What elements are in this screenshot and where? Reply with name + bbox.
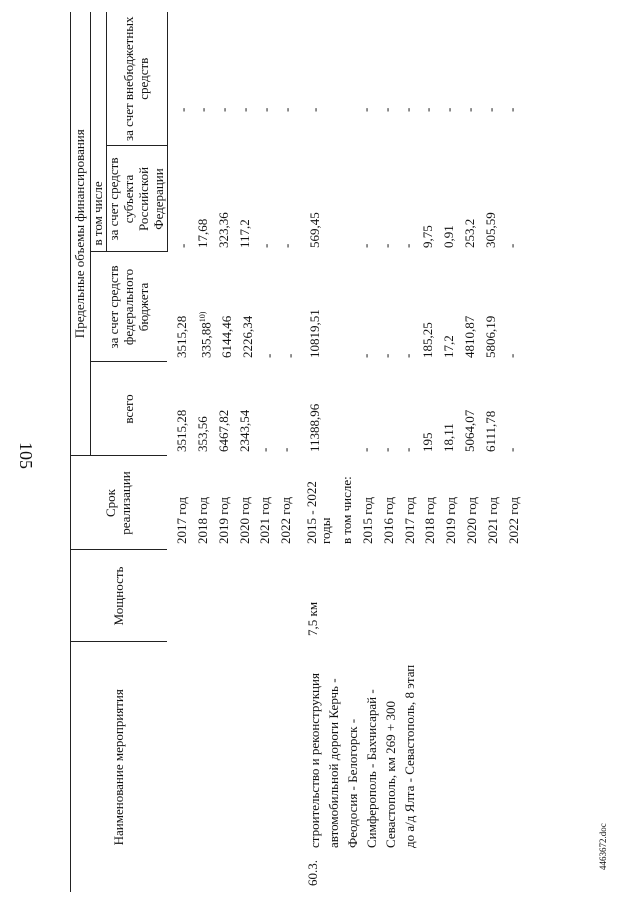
name-line: Симферополь - Бахчисарай -	[364, 689, 380, 848]
year-label: 2017 год	[174, 497, 190, 544]
row-name	[305, 665, 419, 848]
period-line: 2015 - 2022	[304, 481, 320, 544]
header-name: Наименование мероприятия	[71, 642, 168, 892]
year-label: 2015 год	[360, 497, 376, 544]
federal-cell	[167, 252, 300, 362]
subject-value: 0,91	[441, 225, 457, 248]
name-line: строительство и реконструкция	[307, 673, 323, 848]
subject-cell	[300, 146, 556, 252]
total-value: 353,56	[194, 416, 210, 452]
name-line: Севастополь, км 269 + 300	[383, 701, 399, 848]
extra-value: -	[482, 107, 498, 112]
year-label: 2018 год	[194, 497, 210, 544]
subject-value: 117,2	[237, 219, 253, 248]
extra-value: -	[278, 107, 294, 112]
total-cell	[167, 362, 300, 456]
federal-value: 2226,34	[239, 315, 255, 358]
year-label: 2020 год	[464, 497, 480, 544]
subject-cell	[167, 146, 300, 252]
federal-value: -	[260, 353, 276, 358]
extra-cell	[167, 12, 300, 146]
summary-extra: -	[307, 107, 323, 112]
year-label: 2022 год	[505, 497, 521, 544]
header-federal: за счет средств федерального бюджета	[91, 252, 168, 362]
name-line: до а/д Ялта - Севастополь, 8 этап	[402, 664, 418, 848]
extra-value: -	[462, 107, 478, 112]
years-cell	[300, 456, 556, 550]
extra-value: -	[358, 107, 374, 112]
extra-value: -	[237, 107, 253, 112]
federal-value: -	[399, 353, 415, 358]
year-label: 2016 год	[380, 497, 396, 544]
year-label: 2019 год	[215, 497, 231, 544]
extra-value: -	[216, 107, 232, 112]
financing-table	[70, 12, 556, 892]
extra-value: -	[503, 107, 519, 112]
name-line: автомобильной дороги Керчь -	[326, 678, 342, 848]
federal-value: 6144,46	[219, 315, 235, 358]
total-value: -	[358, 447, 374, 452]
row-number: 60.3.	[305, 860, 321, 886]
total-value: 18,11	[441, 423, 457, 452]
total-value: -	[278, 447, 294, 452]
header-extra: за счет внебюджетных средств	[106, 12, 167, 146]
total-cell	[300, 362, 556, 456]
subject-value: 323,36	[216, 212, 232, 248]
total-value: -	[399, 447, 415, 452]
subject-value: 253,2	[462, 218, 478, 248]
summary-subject: 569,45	[307, 212, 323, 248]
subject-value: 17,68	[195, 218, 211, 248]
extra-value: -	[195, 107, 211, 112]
federal-value: 185,25	[420, 322, 436, 358]
extra-value: -	[378, 107, 394, 112]
extra-value: -	[257, 107, 273, 112]
extra-value: -	[420, 107, 436, 112]
federal-value: 335,88	[198, 322, 214, 358]
subject-value: 305,59	[482, 212, 498, 248]
federal-value: -	[378, 353, 394, 358]
federal-value: -	[281, 353, 297, 358]
page-number: 105	[16, 442, 36, 469]
subject-value: -	[358, 243, 374, 248]
subject-value: -	[174, 243, 190, 248]
subject-value: -	[399, 243, 415, 248]
header-subject: за счет средств субъекта Российской Федерации	[106, 146, 167, 252]
year-label: 2021 год	[484, 497, 500, 544]
subject-value: -	[378, 243, 394, 248]
federal-value: 3515,28	[174, 315, 190, 358]
extra-value: -	[399, 107, 415, 112]
subject-value: -	[278, 243, 294, 248]
header-limits: Предельные объемы финансирования	[71, 12, 91, 456]
subject-value: -	[503, 243, 519, 248]
name-cell	[300, 642, 556, 892]
period-line: годы	[318, 517, 334, 544]
summary-federal: 10819,51	[307, 309, 323, 358]
header-total: всего	[91, 362, 168, 456]
year-label: 2017 год	[401, 497, 417, 544]
year-label: 2018 год	[422, 497, 438, 544]
total-value: 2343,54	[236, 409, 252, 452]
subject-value: -	[257, 243, 273, 248]
table-row	[167, 12, 300, 892]
header-period: Срок реализации	[71, 456, 168, 550]
table-row	[300, 12, 556, 892]
subject-value: 9,75	[420, 225, 436, 248]
federal-value: -	[358, 353, 374, 358]
federal-value: 5806,19	[482, 315, 498, 358]
year-label: 2020 год	[236, 497, 252, 544]
extra-value: -	[174, 107, 190, 112]
year-label: 2022 год	[278, 497, 294, 544]
summary-total: 11388,96	[307, 403, 323, 452]
header-capacity: Мощность	[71, 550, 168, 642]
including-label: в том числе:	[339, 476, 355, 544]
federal-value: -	[503, 353, 519, 358]
name-line: Феодосия - Белогорск -	[345, 718, 361, 848]
total-value: 6467,82	[215, 409, 231, 452]
footnote-marker: 10)	[197, 311, 207, 323]
year-label: 2021 год	[257, 497, 273, 544]
total-value: 5064,07	[462, 409, 478, 452]
years-cell	[167, 456, 300, 550]
total-value: 195	[420, 432, 436, 452]
rotated-table-area	[70, 12, 556, 892]
federal-value: 4810,87	[462, 315, 478, 358]
total-value: 3515,28	[174, 409, 190, 452]
extra-cell	[300, 12, 556, 146]
total-value: -	[378, 447, 394, 452]
capacity-cell: 7,5 км	[305, 601, 321, 636]
total-value: 6111,78	[482, 410, 498, 452]
header-including: в том числе	[91, 12, 107, 252]
year-label: 2019 год	[443, 497, 459, 544]
federal-value: 17,2	[441, 335, 457, 358]
document-id: 4463672.doc	[598, 823, 608, 870]
extra-value: -	[441, 107, 457, 112]
total-value: -	[503, 447, 519, 452]
federal-cell	[300, 252, 556, 362]
total-value: -	[257, 447, 273, 452]
